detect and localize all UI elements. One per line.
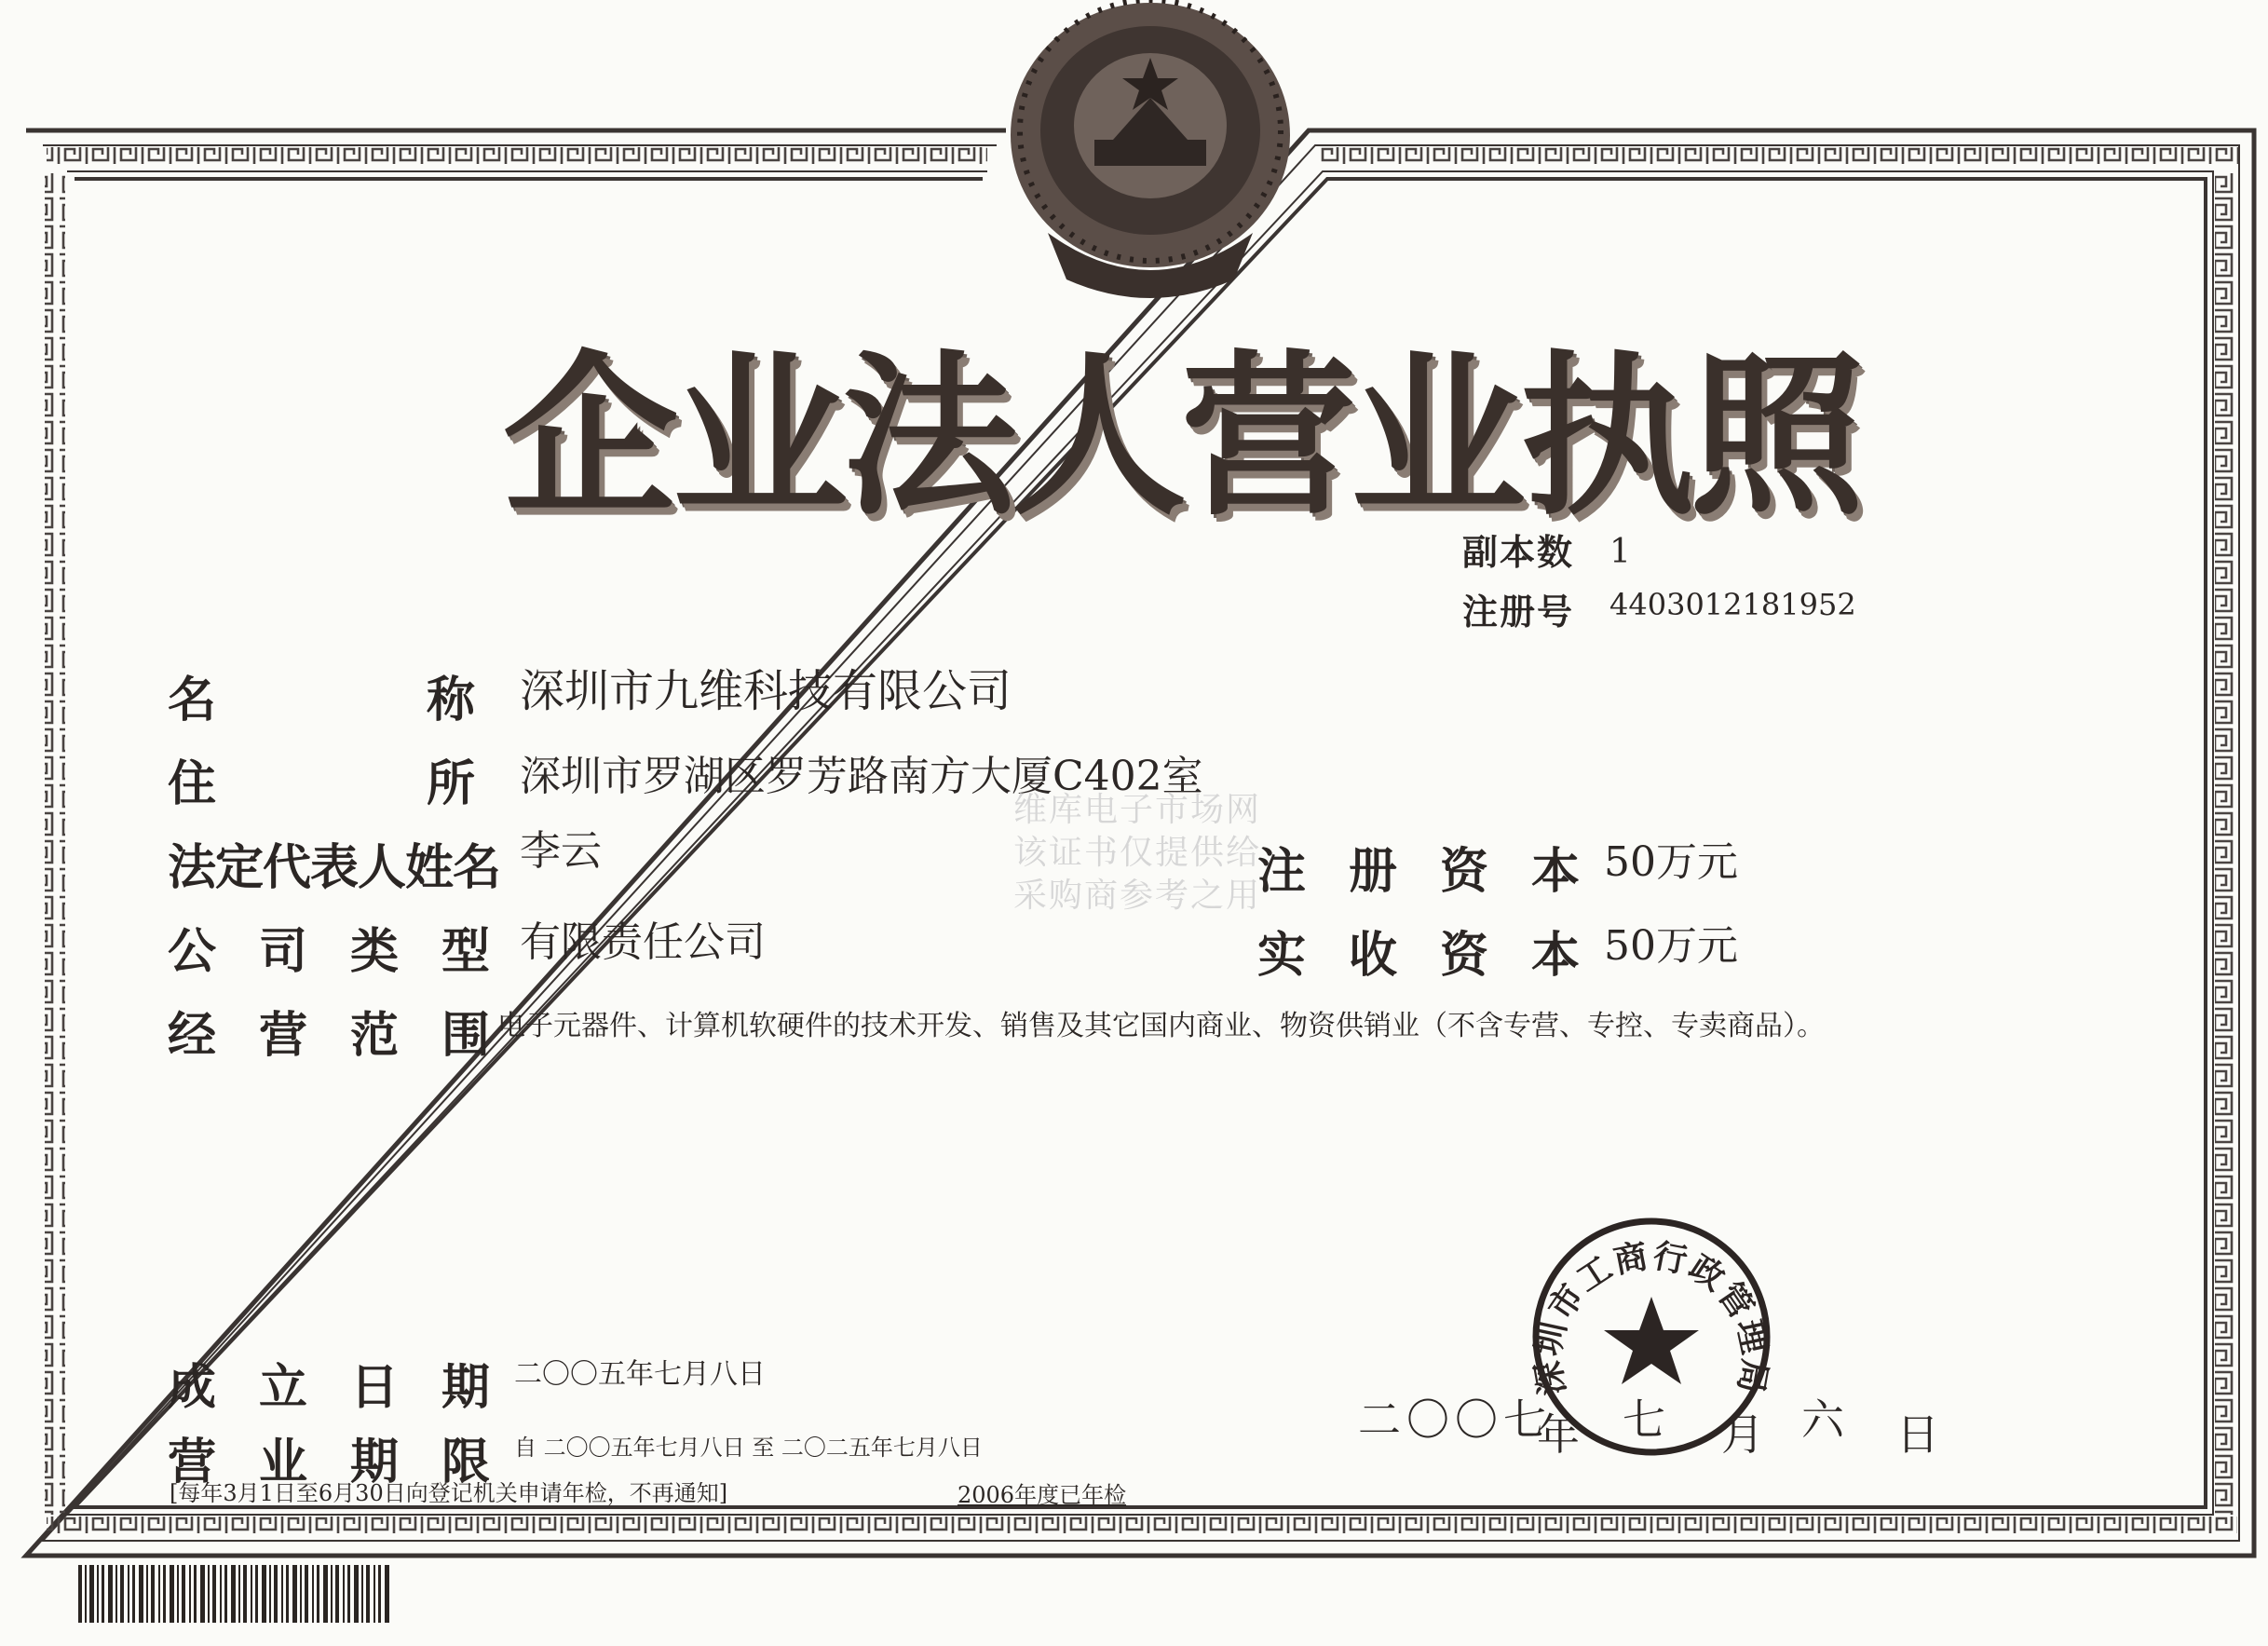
- official-seal: [1526, 1211, 1777, 1462]
- paid-capital-label: 实收资本: [1257, 928, 1623, 984]
- issue-date-year: 二〇〇七: [1358, 1394, 1552, 1445]
- registered-capital-value: 50万元: [1604, 838, 1738, 886]
- address-value: 深圳市罗湖区罗芳路南方大厦C402室: [520, 753, 1203, 800]
- copy-count-value: 1: [1609, 533, 1631, 571]
- paid-capital-value: 50万元: [1604, 922, 1738, 970]
- registered-capital-label: 注册资本: [1257, 844, 1623, 900]
- company-type-value: 有限责任公司: [520, 918, 766, 966]
- annual-inspection-status: 2006年度已年检: [957, 1482, 1127, 1508]
- registration-number-label: 注册号: [1462, 592, 1575, 633]
- company-name-label: 名称: [168, 673, 686, 728]
- issue-date-day: 六: [1801, 1394, 1844, 1445]
- legal-representative-label: 法定代表人姓名: [168, 840, 501, 896]
- issue-date-year-unit: 年: [1537, 1409, 1580, 1460]
- registration-number-value: 4403012181952: [1609, 587, 1856, 622]
- company-type-label: 公司类型: [168, 924, 534, 980]
- watermark-line-2: 该证书仅提供给: [1013, 834, 1262, 872]
- issue-date-month-unit: 月: [1721, 1409, 1764, 1460]
- document-title: 企业法人营业执照: [503, 335, 1859, 539]
- address-label: 住所: [168, 756, 686, 812]
- star-icon: [1604, 1297, 1699, 1384]
- established-date-value: 二〇〇五年七月八日: [514, 1358, 766, 1391]
- business-scope-label: 经营范围: [168, 1008, 534, 1064]
- issue-date-day-unit: 日: [1896, 1409, 1939, 1460]
- issue-date-month: 七: [1623, 1394, 1665, 1445]
- business-period-label: 营业期限: [168, 1435, 534, 1490]
- copy-count-label: 副本数: [1462, 532, 1575, 573]
- business-period-value: 自 二〇〇五年七月八日 至 二〇二五年七月八日: [514, 1435, 983, 1461]
- annual-inspection-notice: [每年3月1日至6月30日向登记机关申请年检，不再通知]: [170, 1480, 728, 1506]
- company-name-value: 深圳市九维科技有限公司: [520, 665, 1012, 717]
- barcode: [76, 1565, 393, 1639]
- watermark-line-3: 采购商参考之用: [1013, 877, 1262, 915]
- legal-representative-value: 李云: [520, 827, 602, 875]
- established-date-label: 成立日期: [168, 1360, 534, 1416]
- business-scope-value: 电子元器件、计算机软硬件的技术开发、销售及其它国内商业、物资供销业（不含专营、专控、专卖商品）。: [497, 1010, 1825, 1042]
- watermark-line-1: 维库电子市场网: [1013, 791, 1262, 829]
- national-emblem-icon: [992, 0, 1309, 317]
- seal-text: 深圳市工商行政管理局: [1528, 1236, 1774, 1398]
